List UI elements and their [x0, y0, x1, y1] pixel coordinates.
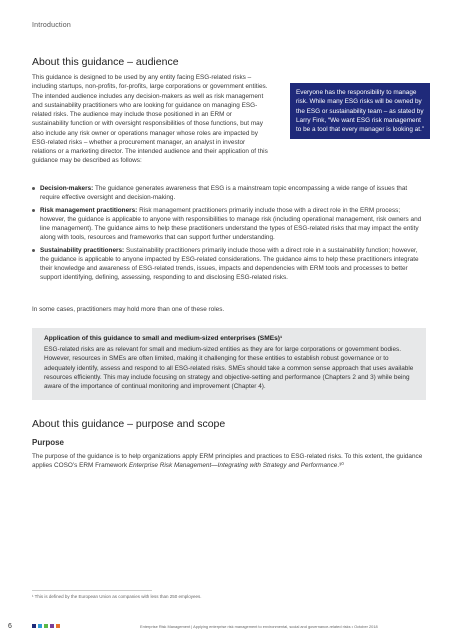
footer-text: Enterprise Risk Management | Applying enterprise risk management to environmental, social and governance-related risks • October 2018: [140, 624, 378, 629]
sme-box-body: ESG-related risks are as relevant for small and medium-sized entities as they are for large corporations or government bodies. However, resources in SMEs are often limited, making it challenging for these entities to establish robust governance or to adequately identify, assess and respond to all ESG-related risks. SMEs should take a common sense approach that uses available resources efficiently. This may include focusing on strategy and objective-setting and performance (Chapters 2 and 3) while being aware of the importance of continual monitoring and improvement (Chapter 4).: [44, 346, 414, 390]
section-label: Introduction: [32, 22, 71, 29]
color-square: [44, 624, 48, 628]
brand-color-squares: [32, 624, 60, 628]
bullet-text: Risk management practitioners primarily include those with a direct role in the ERM process; however, the guidance is applicable to anyone with responsibilities to manage risk (including operational management, risk owners and line management). The guidance aims to help these practitioners understand the types of ESG-related risks that may impact the entity along with tools, resources and frameworks that can support further understanding.: [40, 206, 422, 242]
footnote-divider: [32, 590, 152, 591]
color-square: [50, 624, 54, 628]
bullet-term: Risk management practitioners:: [40, 206, 138, 214]
purpose-paragraph: [32, 452, 426, 471]
list-item: [32, 246, 426, 283]
audience-list: [32, 184, 426, 286]
quote-callout: Everyone has the responsibility to manage risk. While many ESG risks will be owned by the ESG or sustainability team – as stated by Larry Fink, “We want ESG risk management to be a tool that every manager is looking at.”: [290, 83, 430, 139]
bullet-term: Decision-makers:: [40, 185, 94, 192]
purpose-text-start: The purpose of the guidance is to help organizations apply ERM principles and practices to ESG-related risks. To this extent, the guidance applies COSO’s ERM Framework: [32, 453, 423, 470]
roles-note: In some cases, practitioners may hold more than one of these roles.: [32, 306, 225, 313]
list-item: [32, 184, 426, 203]
footnote: ¹ This is defined by the European Union as companies with less than 250 employees.: [32, 594, 202, 599]
sme-box-title: Application of this guidance to small and medium-sized enterprises (SMEs)¹: [44, 335, 283, 342]
color-square: [38, 624, 42, 628]
color-square: [56, 624, 60, 628]
framework-title: Enterprise Risk Management—Integrating with Strategy and Performance: [128, 462, 338, 470]
bullet-text: Sustainability practitioners primarily include those with a direct role in a sustainability function; however, the guidance is applicable to anyone impacted by ESG-related considerations. The guidance aims to help these practitioners integrate their knowledge and awareness of ESG-related trends, issues, impacts and dependencies with ERM tools and processes to better support identifying, defining, assessing, responding to and disclosing ESG-related risks.: [40, 246, 419, 282]
purpose-text-end: .³⁰: [337, 462, 344, 470]
bullet-text: The guidance generates awareness that ESG is a mainstream topic encompassing a wide range of issues that require effective oversight and decision-making.: [40, 185, 408, 202]
color-square: [32, 624, 36, 628]
audience-heading: About this guidance – audience: [32, 56, 179, 68]
bullet-term: Sustainability practitioners:: [40, 246, 125, 254]
purpose-subheading: Purpose: [32, 438, 65, 447]
list-item: [32, 206, 426, 243]
purpose-scope-heading: About this guidance – purpose and scope: [32, 418, 226, 430]
page-number: 6: [8, 623, 12, 630]
audience-intro: This guidance is designed to be used by any entity facing ESG-related risks – including startups, non-profits, for-profits, large corporations or government entities. The intended audience includes any decision-makers as well as risk management and sustainability practitioners who are looking for guidance on managing ESG-related risks. The audience may include those positioned in an ERM or sustainability function or with oversight responsibilities of those functions, but may also include any risk owner or operations manager whose roles are impacted by ESG-related risks – whether a procurement manager, an analyst in investor relations or a marketing director. The intended audience and their application of this guidance may be described as follows:: [32, 74, 268, 165]
sme-info-box: [32, 328, 426, 400]
